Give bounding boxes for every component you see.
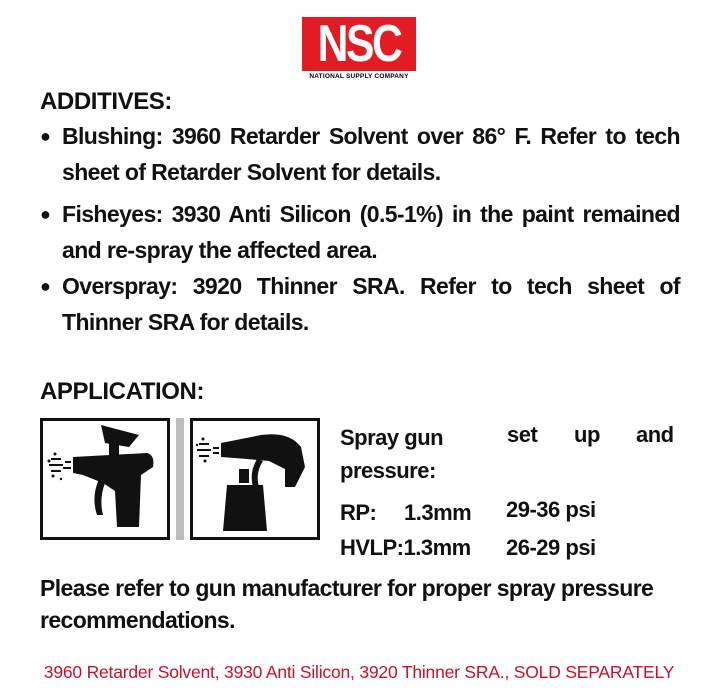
additive-item: [40, 268, 680, 340]
additive-item-text: Blushing: 3960 Retarder Solvent over 86° F. Refer to tech sheet of Retarder Solvent for details.: [62, 123, 680, 185]
bullet-icon: ●: [40, 276, 51, 296]
logo-brand: NSC: [317, 15, 401, 73]
rp-pressure: 29-36 psi: [506, 497, 596, 522]
additive-item: [40, 196, 680, 268]
additive-item: [40, 118, 680, 190]
icon-divider: [176, 418, 184, 540]
spray-gun-gravity-icon: [40, 418, 170, 540]
setup-text: up: [574, 422, 600, 447]
hvlp-pressure: 26-29 psi: [506, 535, 596, 560]
setup-text: and: [636, 422, 674, 447]
gravity-gun-drawing: [43, 421, 167, 537]
bullet-icon: ●: [40, 126, 51, 146]
rp-label: RP:: [340, 500, 377, 525]
additive-item-text: Fisheyes: 3930 Anti Silicon (0.5-1%) in the paint remained and re-spray the affected area.: [62, 201, 680, 263]
spray-gun-siphon-icon: [190, 418, 320, 540]
setup-text: Spray gun: [340, 425, 444, 450]
setup-text: set: [507, 422, 538, 447]
siphon-gun-drawing: [193, 421, 317, 537]
hvlp-label: HVLP:1.3mm: [340, 535, 471, 560]
nsc-logo: [302, 17, 416, 83]
additive-item-text: Overspray: 3920 Thinner SRA. Refer to tech sheet of Thinner SRA for details.: [62, 273, 680, 335]
rp-size: 1.3mm: [404, 500, 472, 525]
footer-note: 3960 Retarder Solvent, 3930 Anti Silicon, 3920 Thinner SRA., SOLD SEPARATELY: [43, 662, 675, 682]
additives-heading: ADDITIVES:: [40, 88, 173, 115]
spray-gun-icons: [40, 418, 330, 542]
application-heading: APPLICATION:: [40, 378, 205, 405]
logo-subtitle: NATIONAL SUPPLY COMPANY: [309, 73, 409, 80]
pressure-note: Please refer to gun manufacturer for proper spray pressure recommendations.: [40, 575, 654, 633]
setup-text: pressure:: [340, 458, 436, 483]
bullet-icon: ●: [40, 204, 51, 224]
